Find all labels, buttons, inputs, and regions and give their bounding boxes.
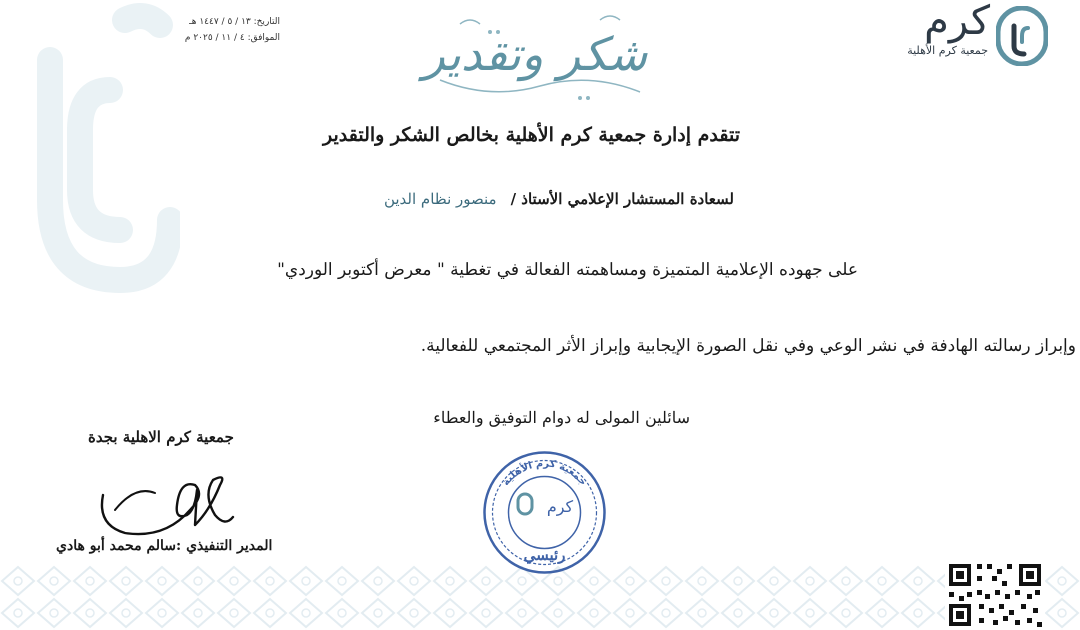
gregorian-date: الموافق: ٤ / ١١ / ٢٠٢٥ م (184, 33, 280, 43)
stamp-bottom-text: رئيسي (523, 546, 566, 564)
director-name: المدير التنفيذي :سالم محمد أبو هادي (56, 538, 273, 554)
closing-text: سائلين المولى له دوام التوفيق والعطاء (433, 408, 690, 427)
signature-organization: جمعية كرم الاهلية بجدة (88, 428, 234, 446)
body-line-1: على جهوده الإعلامية المتميزة ومساهمته الفعالة في تغطية " معرض أكتوبر الوردي" (277, 260, 858, 280)
certificate-title: شكر وتقدير (422, 27, 648, 81)
hijri-date: التاريخ: ١٣ / ٥ / ١٤٤٧ هـ (189, 17, 280, 27)
organization-logo (898, 0, 1048, 66)
qr-code-icon (945, 560, 1045, 630)
stamp-center-text: كرم (546, 497, 574, 516)
handwritten-signature (95, 455, 235, 540)
karam-logo-icon (996, 6, 1048, 66)
logo-name: كرم (924, 0, 990, 44)
stamp-ring-text: جمعية كرم الأهلية (500, 458, 589, 488)
recipient-line (384, 190, 734, 208)
intro-text: تتقدم إدارة جمعية كرم الأهلية بخالص الشكر والتقدير (322, 124, 740, 146)
official-stamp (482, 450, 607, 575)
recipient-prefix: لسعادة المستشار الإعلامي الأستاذ / (510, 190, 734, 208)
svg-text:جمعية كرم الأهلية (500, 458, 588, 488)
recipient-name: منصور نظام الدين (383, 190, 497, 208)
date-block (120, 14, 280, 46)
logo-subtitle: جمعية كرم الأهلية (907, 44, 988, 57)
body-line-2: وإبراز رسالته الهادفة في نشر الوعي وفي نقل الصورة الإيجابية وإبراز الأثر المجتمعي للفعالية. (420, 336, 1076, 356)
